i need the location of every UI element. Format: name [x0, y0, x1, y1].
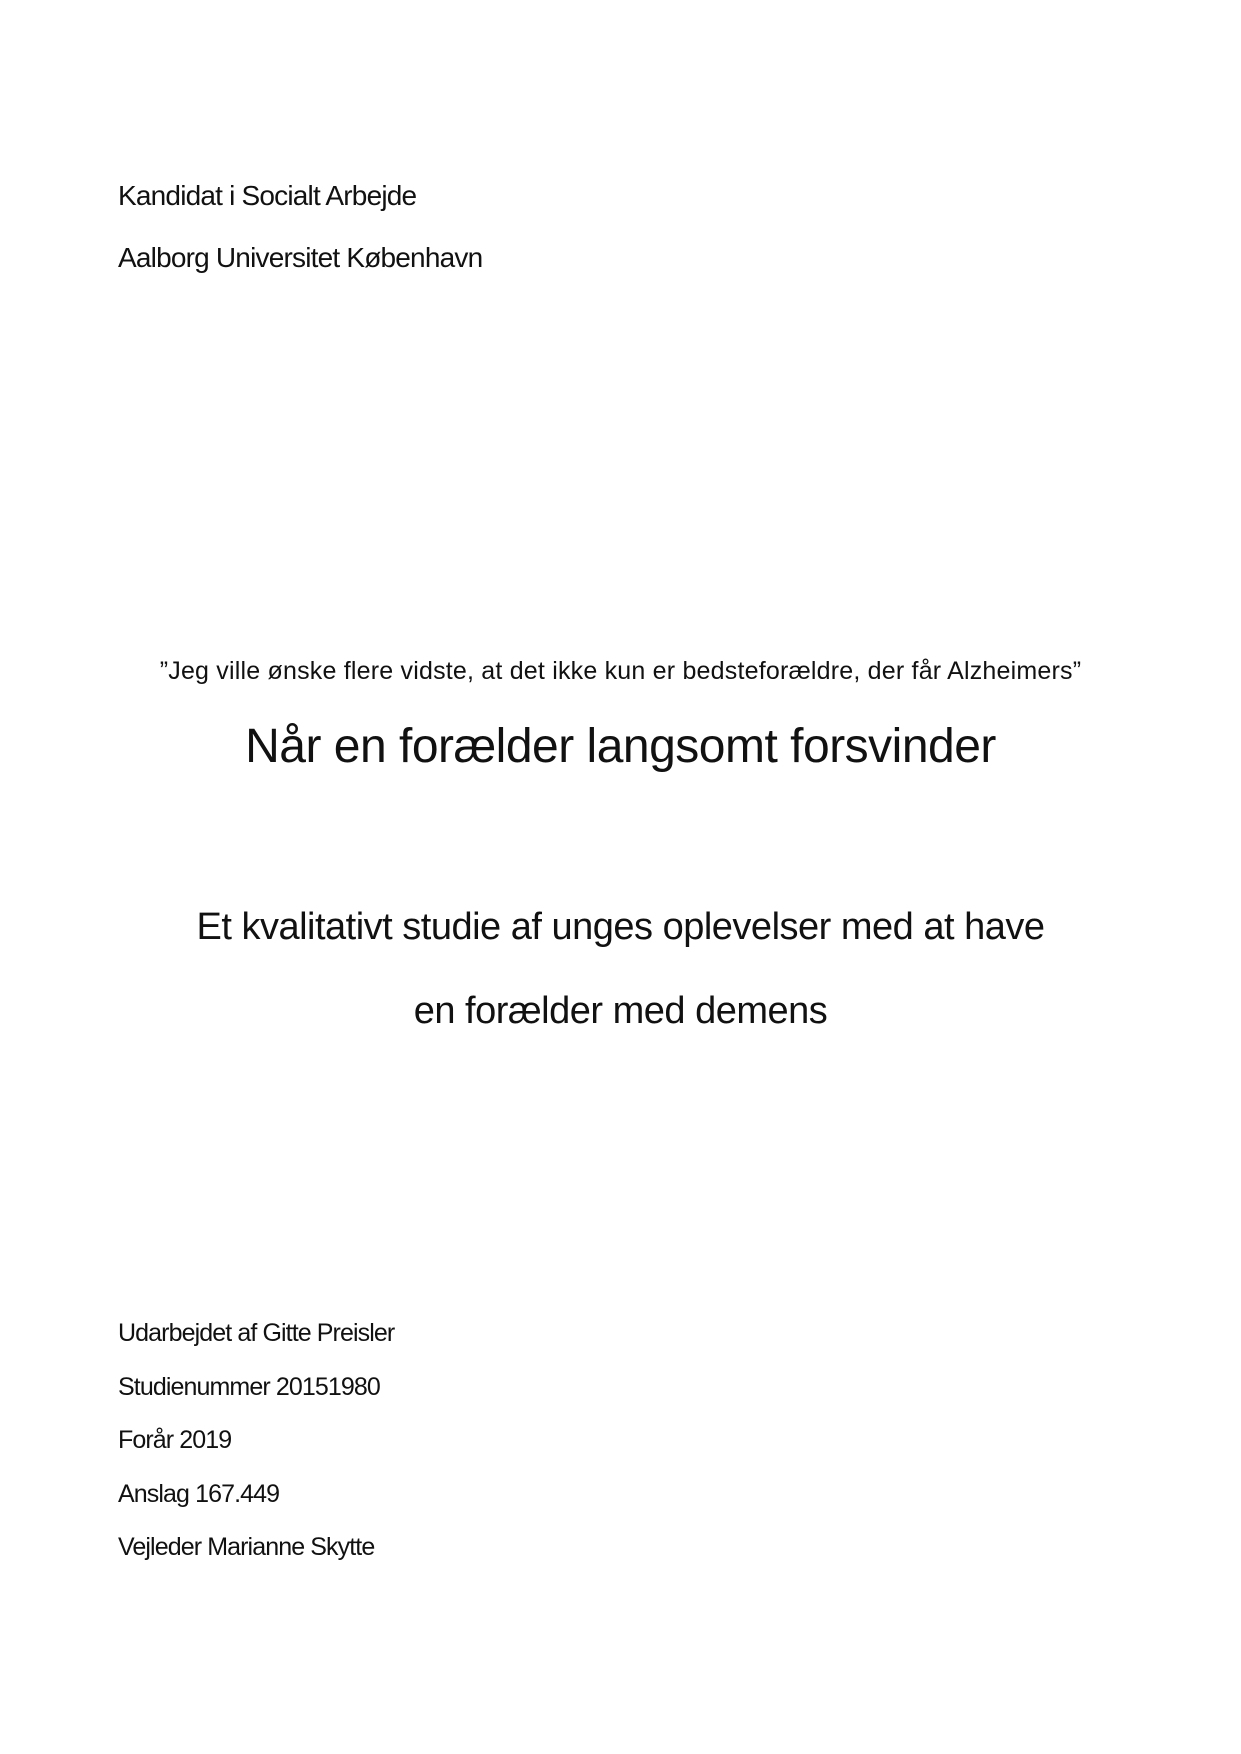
supervisor-line: Vejleder Marianne Skytte [118, 1533, 375, 1561]
semester-line: Forår 2019 [118, 1426, 232, 1454]
subtitle-line-2: en forælder med demens [413, 990, 828, 1032]
subtitle-line-1: Et kvalitativt studie af unges oplevelser med at have [196, 906, 1045, 948]
character-count-line: Anslag 167.449 [118, 1480, 280, 1508]
student-number-line: Studienummer 20151980 [118, 1373, 380, 1401]
university-name: Aalborg Universitet København [118, 242, 483, 273]
page-title: Når en forælder langsomt forsvinder [245, 720, 996, 773]
epigraph-quote: ”Jeg ville ønske flere vidste, at det ikke kun er bedsteforældre, der får Alzheimers” [159, 657, 1082, 685]
author-line: Udarbejdet af Gitte Preisler [118, 1319, 395, 1347]
program-name: Kandidat i Socialt Arbejde [118, 180, 417, 211]
